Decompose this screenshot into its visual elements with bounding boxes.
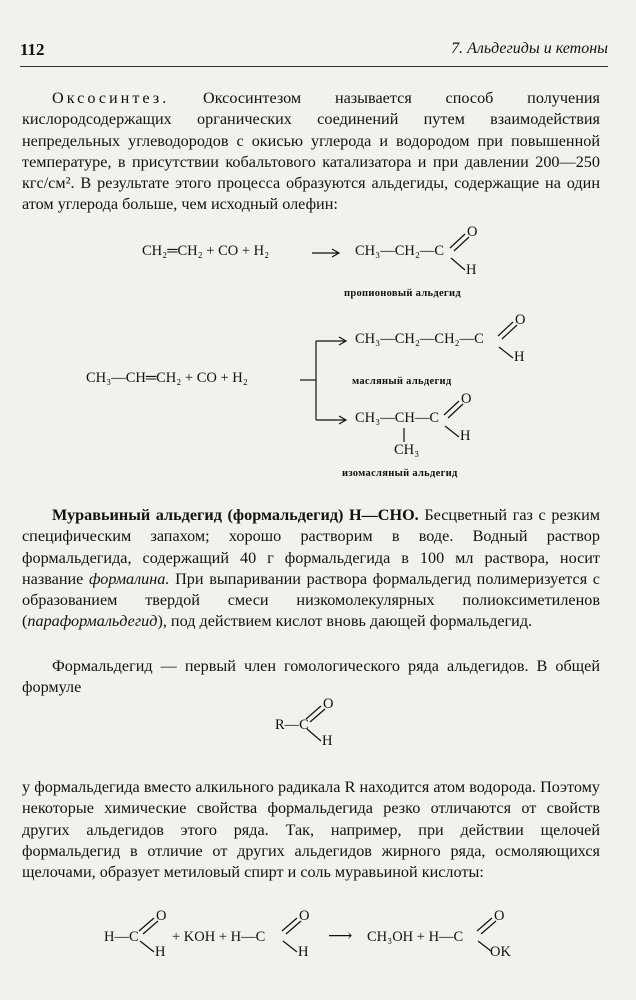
term-oxosynthesis: Оксосинтез.	[52, 89, 170, 107]
r3-b-hydrogen: H	[298, 944, 309, 960]
gf-hydrogen: H	[322, 733, 333, 749]
r3-c-oxygen: O	[494, 908, 505, 924]
r3-c-ok: OK	[490, 944, 511, 960]
header-rule	[20, 66, 608, 67]
page-header	[20, 40, 608, 62]
paragraph-text: Оксосинтезом называется способ получения кислородсодержащих органических соединений путем взаимодействия непредельных углеводородов с окисью углерода и водородом при повышенной температуре, в присутствии кобальтового катализатора и при давлении 200—250 кгс/см². В результате этого процесса образуются альдегиды, содержащие на один атом углерода больше, чем исходный олефин:	[22, 89, 600, 214]
r3-formaldehyde-a: H—C	[104, 929, 139, 945]
r1-reactants: CH₂═CH₂ + CO + H₂	[142, 243, 270, 259]
r3-a-hydrogen: H	[155, 944, 166, 960]
paragraph-homologous: Формальдегид — первый член гомологического ряда альдегидов. В общей формуле	[22, 657, 600, 697]
caption-propionic-aldehyde: пропионовый альдегид	[344, 288, 461, 299]
r3-b-h-bond	[283, 941, 297, 952]
r2-arrowhead-top	[339, 337, 346, 345]
r2p1-h-bond	[499, 347, 513, 358]
r2p1-hydrogen: H	[514, 349, 525, 365]
r2p1-oxygen: O	[515, 312, 526, 328]
r2p2-h-bond	[445, 426, 459, 437]
r2p1-chain: CH₃—CH₂—CH₂—C	[355, 331, 484, 347]
r1-oxygen: O	[467, 224, 478, 240]
r2p2-methyl-branch: CH₃	[394, 442, 420, 458]
r1-h-bond	[451, 258, 465, 270]
r3-products: CH₃OH + H—C	[367, 929, 464, 945]
text-a: Бесцветный газ с резким специфическим запахом; хорошо растворим в воде. Водный раствор формальдегида, содержащий 40 г формальдегида в 100 мл раствора, носит название	[22, 506, 600, 588]
r3-c-double-bond-a	[477, 918, 492, 931]
page-number: 112	[20, 40, 45, 59]
r2p2-hydrogen: H	[460, 428, 471, 444]
r3-b-double-bond-a	[282, 918, 297, 931]
text-b: При выпаривании раствора формальдегид полимеризуется с образованием твердой смеси низкомолекулярных полиоксиметиленов (	[22, 569, 600, 631]
r2p2-chain: CH₃—CH—C	[355, 410, 440, 426]
term-formalin: формалина.	[89, 569, 170, 588]
section-heading: Муравьиный альдегид (формальдегид) H—CHO.	[52, 506, 419, 524]
caption-isobutyric-aldehyde: изомасляный альдегид	[342, 468, 458, 479]
gf-oxygen: O	[323, 696, 334, 712]
running-head: 7. Альдегиды и кетоны	[451, 40, 608, 57]
r1-double-bond-a	[450, 234, 465, 248]
text-c: ), под действием кислот вновь дающей формальдегид.	[157, 612, 533, 631]
r2p2-oxygen: O	[461, 391, 472, 407]
gf-h-bond	[307, 729, 321, 741]
r2-reactants: CH₃—CH═CH₂ + CO + H₂	[86, 370, 248, 386]
reaction1-arrowhead	[332, 249, 339, 257]
caption-butyric-aldehyde: масляный альдегид	[352, 376, 452, 387]
r2-arrowhead-bottom	[339, 416, 346, 424]
r3-a-h-bond	[140, 941, 154, 952]
r1-hydrogen: H	[466, 262, 477, 278]
paragraph-formaldehyde	[22, 505, 600, 633]
r3-arrow: ⟶	[328, 926, 353, 945]
r3-b-oxygen: O	[299, 908, 310, 924]
r3-middle: + KOH + H—C	[172, 929, 266, 945]
paragraph-properties: у формальдегида вместо алкильного радикала R находится атом водорода. Поэтому некоторые химические свойства формальдегида резко отличаются от свойств других альдегидов этого ряда. Так, например, при действии щелочей формальдегид в отличие от других альдегидов жирного ряда, осмоляющихся щелочами, образует метиловый спирт и соль муравьиной кислоты:	[22, 778, 600, 882]
r1-product-chain: CH₃—CH₂—C	[355, 243, 445, 259]
r3-a-double-bond-a	[139, 918, 154, 931]
r2p2-double-bond-a	[444, 401, 459, 415]
paragraph-oxosynthesis	[22, 88, 600, 216]
r3-a-oxygen: O	[156, 908, 167, 924]
r2p1-double-bond-a	[498, 322, 513, 336]
term-paraformaldehyde: параформальдегид	[27, 612, 158, 631]
gf-r-c: R—C	[275, 717, 309, 733]
